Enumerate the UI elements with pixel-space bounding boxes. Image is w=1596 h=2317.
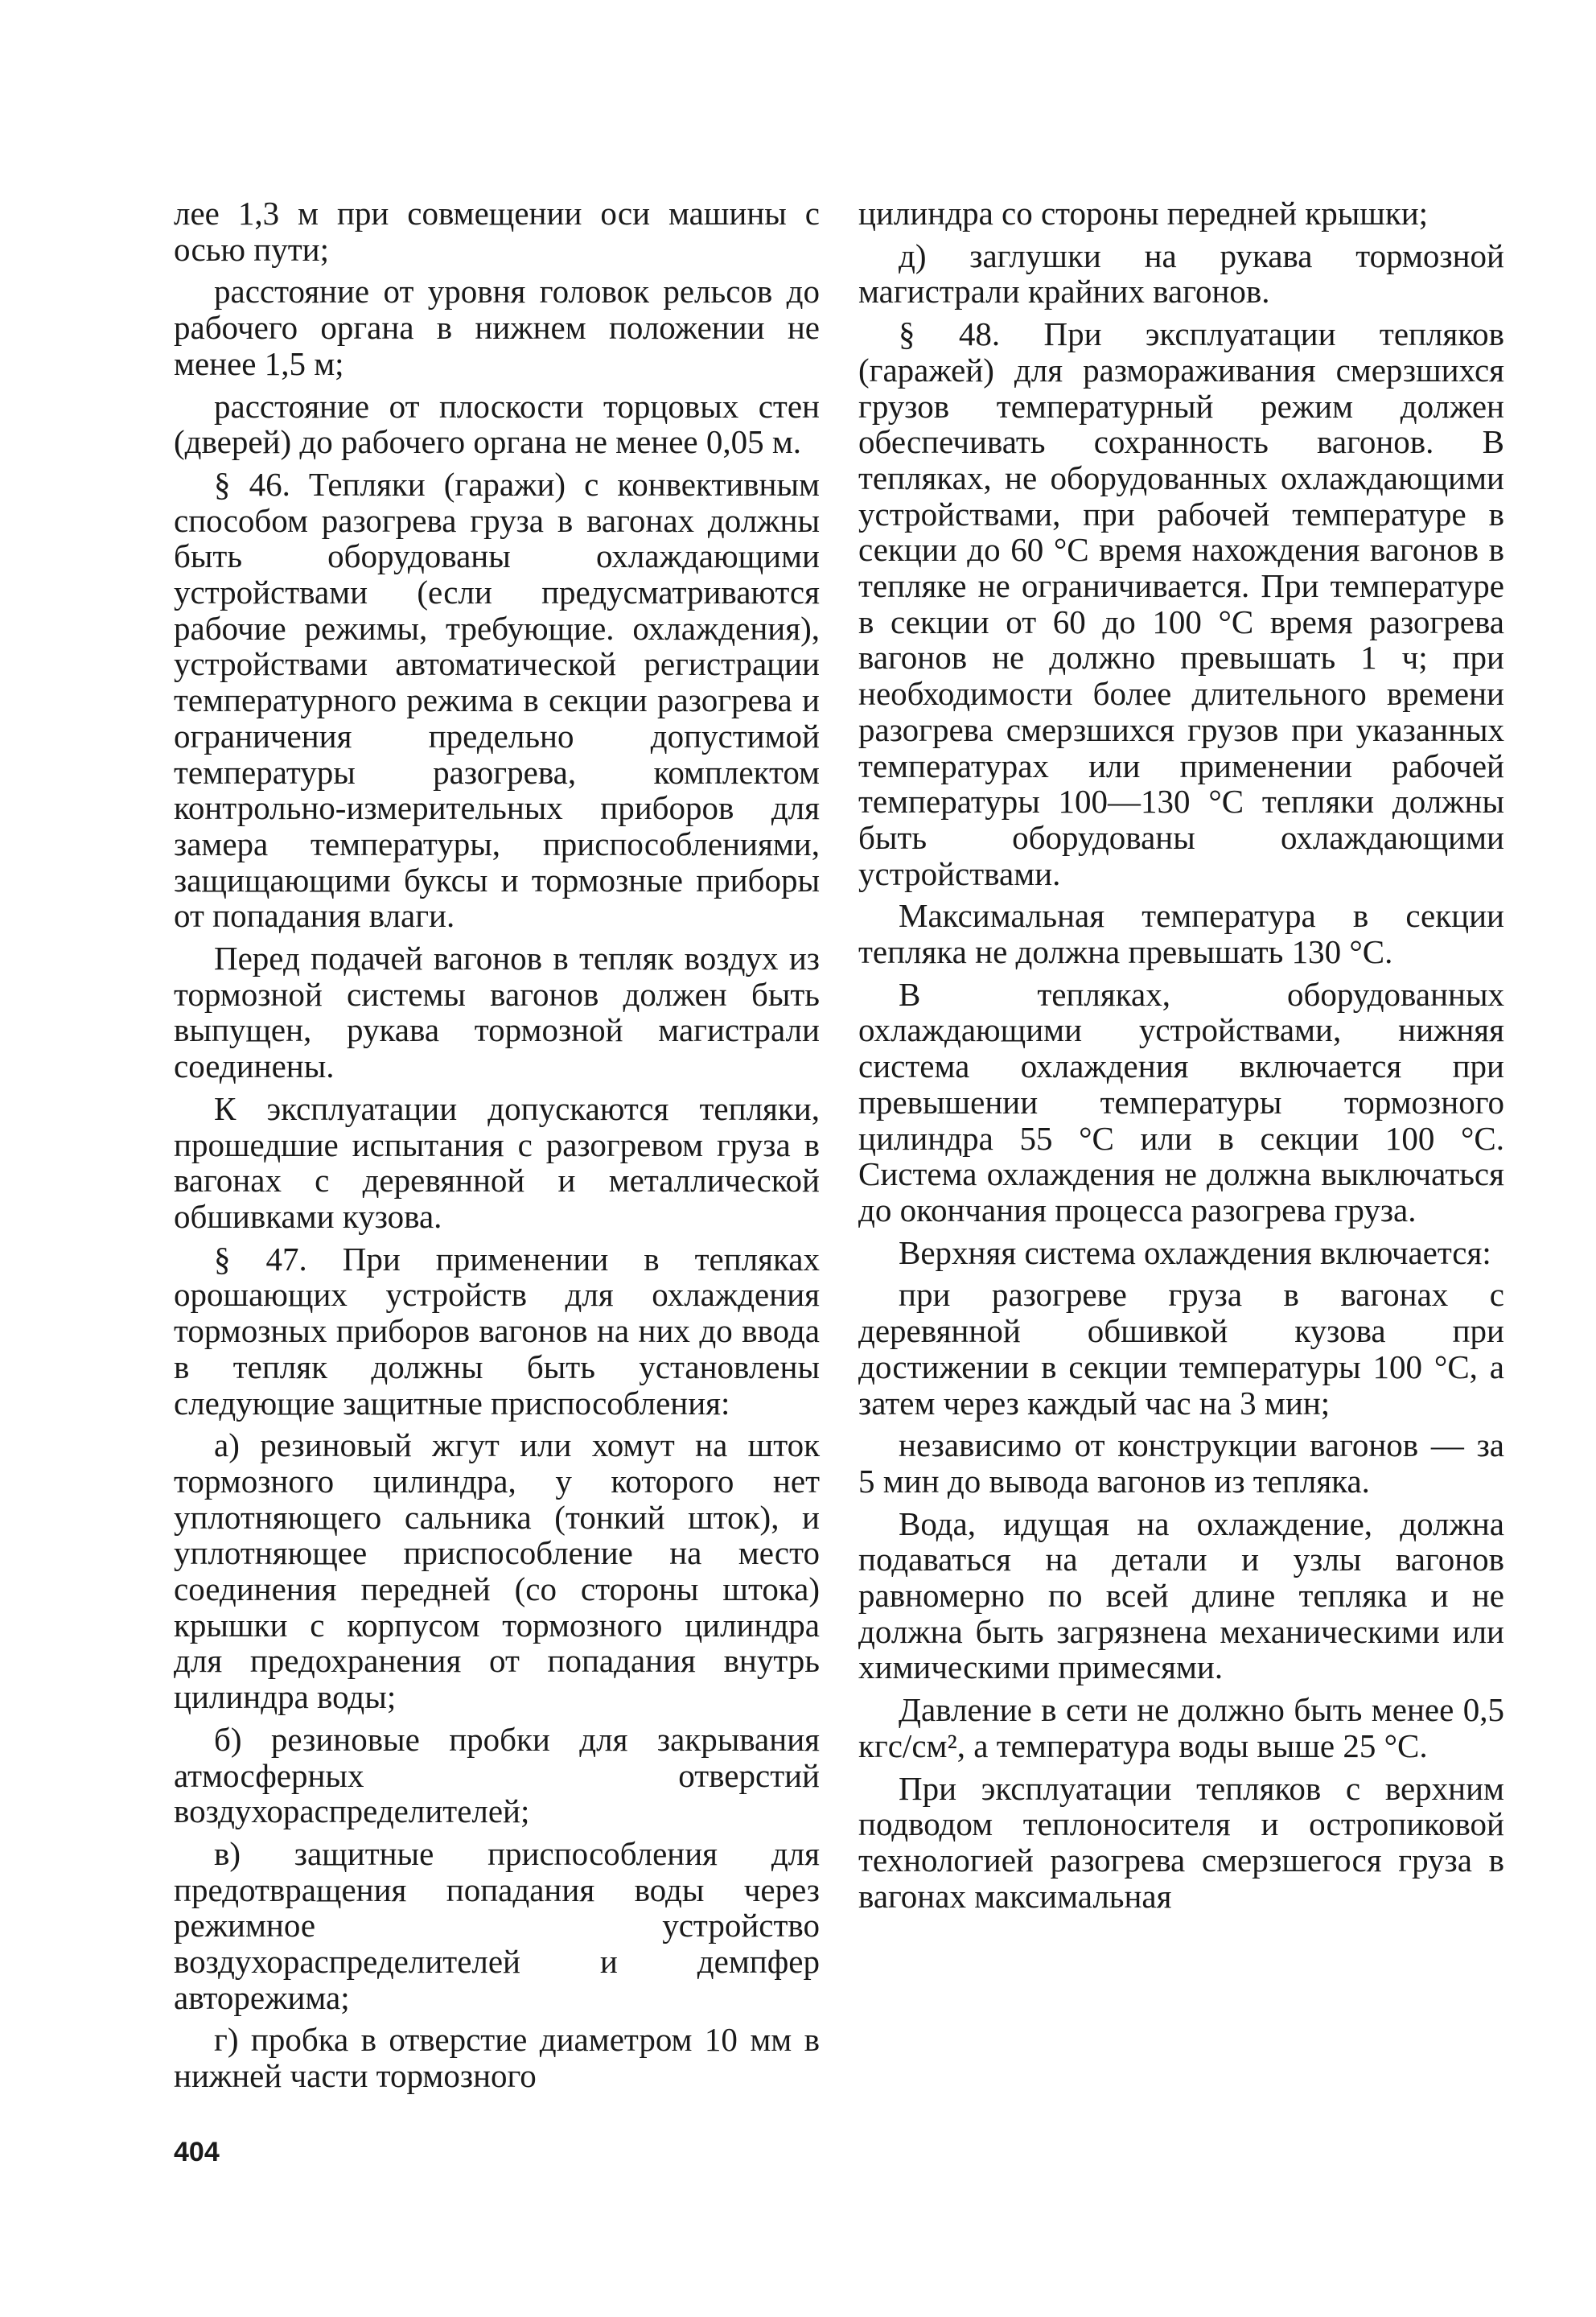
paragraph: В тепляках, оборудованных охлаждающими устройствами, нижняя система охлаждения включается при превышении температуры тормозного цилиндра 55 °С или в секции 100 °С. Система охлаждения не должна выключаться до окончания процесса разогрева груза.	[858, 975, 1504, 1228]
paragraph: Вода, идущая на охлаждение, должна подаваться на детали и узлы вагонов равномерно по всей длине тепляка и не должна быть загрязнена механическими или химическими примесями.	[858, 1504, 1504, 1686]
paragraph: Максимальная температура в секции тепляка не должна превышать 130 °С.	[858, 897, 1504, 971]
paragraph: независимо от конструкции вагонов — за 5 мин до вывода вагонов из тепляка.	[858, 1426, 1504, 1500]
paragraph: расстояние от уровня головок рельсов до рабочего органа в нижнем положении не менее 1,5 м;	[174, 273, 820, 382]
paragraph: цилиндра со стороны передней крышки;	[858, 195, 1429, 232]
text-column-right	[858, 195, 1504, 1920]
paragraph: лее 1,3 м при совмещении оси машины с осью пути;	[174, 195, 820, 268]
paragraph: Давление в сети не должно быть менее 0,5 кгс/см², а температура воды выше 25 °С.	[858, 1691, 1504, 1764]
paragraph: а) резиновый жгут или хомут на шток тормозного цилиндра, у которого нет уплотняющего сальника (тонкий шток), и уплотняющее приспособление на место соединения передней (со стороны штока) крышки с корпусом тормозного цилиндра для предохранения от попадания внутрь цилиндра воды;	[174, 1426, 820, 1716]
paragraph: При эксплуатации тепляков с верхним подводом теплоносителя и остропиковой технологией разогрева смерзшегося груза в вагонах максимальная	[858, 1769, 1504, 1915]
paragraph: б) резиновые пробки для закрывания атмосферных отверстий воздухораспределителей;	[174, 1720, 820, 1830]
paragraph: К эксплуатации допускаются тепляки, прошедшие испытания с разогревом груза в вагонах с деревянной и металлической обшивками кузова.	[174, 1089, 820, 1235]
paragraph: при разогреве груза в вагонах с деревянной обшивкой кузова при достижении в секции температуры 100 °С, а затем через каждый час на 3 мин;	[858, 1276, 1504, 1422]
paragraph: в) защитные приспособления для предотвращения попадания воды через режимное устройство воздухораспределителей и демпфер авторежима;	[174, 1834, 820, 2016]
paragraph: § 47. При применении в тепляках орошающих устройств для охлаждения тормозных приборов вагонов на них до ввода в тепляк должны быть установлены следующие защитные приспособления:	[174, 1240, 820, 1422]
paragraph: Верхняя система охлаждения включается:	[899, 1233, 1491, 1271]
paragraph: § 46. Тепляки (гаражи) с конвективным способом разогрева груза в вагонах должны быть оборудованы охлаждающими устройствами (если предусматриваются рабочие режимы, требующие. охлаждения), устройствами автоматической регистрации температурного режима в секции разогрева и ограничения предельно допустимой температуры разогрева, комплектом контрольно-измерительных приборов для замера температуры, приспособлениями, защищающими буксы и тормозные приборы от попадания влаги.	[174, 465, 820, 935]
page-number: 404	[174, 2137, 220, 2167]
paragraph: расстояние от плоскости торцовых стен (дверей) до рабочего органа не менее 0,05 м.	[174, 387, 820, 461]
paragraph: § 48. При эксплуатации тепляков (гаражей) для размораживания смерзшихся грузов температурный режим должен обеспечивать сохранность вагонов. В тепляках, не оборудованных охлаждающими устройствами, при рабочей температуре в секции до 60 °С время нахождения вагонов в тепляке не ограничивается. При температуре в секции от 60 до 100 °С время разогрева вагонов не должно превышать 1 ч; при необходимости более длительного времени разогрева смерзшихся грузов при указанных температурах или применении рабочей температуры 100—130 °С тепляки должны быть оборудованы охлаждающими устройствами.	[858, 315, 1504, 892]
paragraph: д) заглушки на рукава тормозной магистрали крайних вагонов.	[858, 237, 1504, 311]
paragraph: Перед подачей вагонов в тепляк воздух из тормозной системы вагонов должен быть выпущен, рукава тормозной магистрали соединены.	[174, 940, 820, 1085]
paragraph: г) пробка в отверстие диаметром 10 мм в нижней части тормозного	[174, 2021, 820, 2095]
text-column-left	[174, 195, 820, 2101]
